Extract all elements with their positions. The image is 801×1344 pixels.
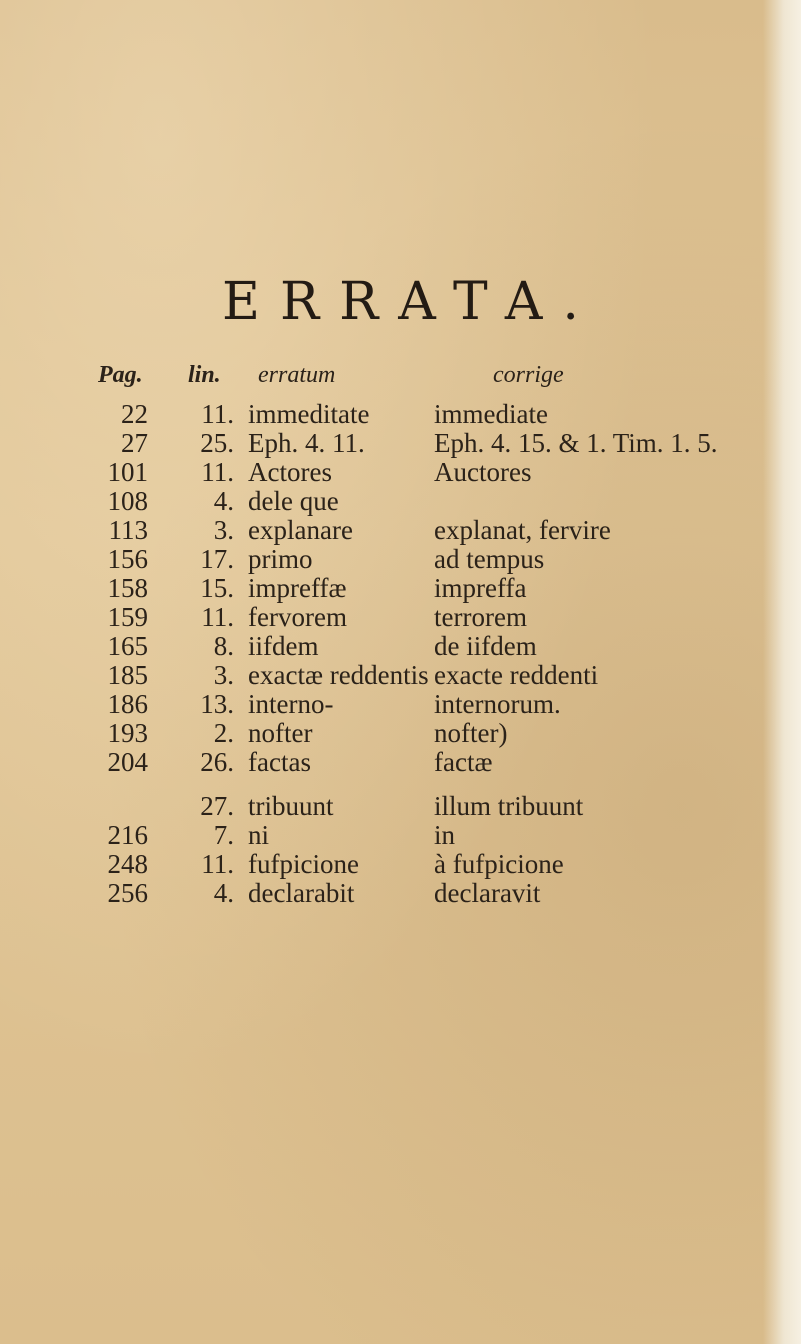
- cell-lin: 4.: [213, 878, 234, 908]
- cell-pag: 22: [121, 399, 148, 429]
- table-row: [0, 516, 801, 545]
- cell-lin: 11.: [201, 457, 234, 487]
- header-erratum: erratum: [258, 362, 336, 388]
- cell-lin: 11.: [201, 602, 234, 632]
- cell-lin: 2.: [213, 718, 234, 748]
- cell-lin: 27.: [200, 791, 234, 821]
- cell-corrige: Auctores: [434, 457, 532, 487]
- cell-erratum: iifdem: [248, 631, 319, 661]
- table-row: [0, 661, 801, 690]
- cell-corrige: Eph. 4. 15. & 1. Tim. 1. 5.: [434, 428, 718, 458]
- cell-corrige: nofter): [434, 718, 508, 748]
- cell-erratum: tribuunt: [248, 791, 334, 821]
- table-row: [0, 603, 801, 632]
- cell-pag: 108: [107, 486, 148, 516]
- cell-erratum: fufpicione: [248, 849, 359, 879]
- cell-pag: 156: [107, 544, 148, 574]
- cell-lin: 25.: [200, 428, 234, 458]
- cell-lin: 8.: [213, 631, 234, 661]
- table-row: [0, 690, 801, 719]
- table-row: [0, 429, 801, 458]
- header-corrige: corrige: [493, 362, 564, 388]
- cell-lin: 3.: [213, 515, 234, 545]
- cell-corrige: impreffa: [434, 573, 527, 603]
- cell-erratum: explanare: [248, 515, 353, 545]
- header-pag: Pag.: [98, 362, 143, 388]
- table-row: [0, 719, 801, 748]
- cell-lin: 4.: [213, 486, 234, 516]
- cell-erratum: primo: [248, 544, 313, 574]
- table-row: [0, 400, 801, 429]
- cell-erratum: impreffæ: [248, 573, 347, 603]
- cell-pag: 27: [121, 428, 148, 458]
- table-row: [0, 792, 801, 821]
- cell-corrige: internorum.: [434, 689, 561, 719]
- errata-table: [0, 400, 801, 908]
- cell-pag: 159: [107, 602, 148, 632]
- cell-pag: 193: [107, 718, 148, 748]
- cell-corrige: declaravit: [434, 878, 541, 908]
- cell-corrige: à fufpicione: [434, 849, 564, 879]
- cell-erratum: interno-: [248, 689, 334, 719]
- cell-erratum: dele que: [248, 486, 339, 516]
- cell-corrige: explanat, fervire: [434, 515, 611, 545]
- cell-corrige: factæ: [434, 747, 493, 777]
- table-row: [0, 487, 801, 516]
- cell-lin: 7.: [213, 820, 234, 850]
- cell-pag: 256: [107, 878, 148, 908]
- cell-erratum: nofter: [248, 718, 313, 748]
- table-row: [0, 748, 801, 777]
- table-row: [0, 574, 801, 603]
- cell-lin: 15.: [200, 573, 234, 603]
- cell-pag: 101: [107, 457, 148, 487]
- cell-corrige: exacte reddenti: [434, 660, 599, 690]
- cell-erratum: factas: [248, 747, 311, 777]
- table-row: [0, 821, 801, 850]
- header-lin: lin.: [188, 362, 221, 388]
- table-row: [0, 632, 801, 661]
- cell-pag: 165: [107, 631, 148, 661]
- cell-erratum: ni: [248, 820, 270, 850]
- cell-corrige: in: [434, 820, 456, 850]
- cell-pag: 113: [108, 515, 148, 545]
- cell-erratum: fervorem: [248, 602, 347, 632]
- cell-pag: 186: [107, 689, 148, 719]
- cell-lin: 13.: [200, 689, 234, 719]
- table-row: [0, 545, 801, 574]
- cell-pag: 204: [107, 747, 148, 777]
- page-title: ERRATA.: [222, 272, 599, 332]
- cell-lin: 11.: [201, 849, 234, 879]
- cell-erratum: declarabit: [248, 878, 355, 908]
- cell-pag: 185: [107, 660, 148, 690]
- cell-pag: 248: [107, 849, 148, 879]
- cell-corrige: immediate: [434, 399, 548, 429]
- cell-pag: 216: [107, 820, 148, 850]
- table-row: [0, 879, 801, 908]
- cell-erratum: Eph. 4. 11.: [248, 428, 365, 458]
- cell-erratum: Actores: [248, 457, 332, 487]
- cell-corrige: terrorem: [434, 602, 527, 632]
- cell-erratum: exactæ reddentis: [248, 660, 429, 690]
- cell-corrige: illum tribuunt: [434, 791, 584, 821]
- cell-lin: 3.: [213, 660, 234, 690]
- table-row: [0, 458, 801, 487]
- cell-corrige: ad tempus: [434, 544, 545, 574]
- cell-corrige: de iifdem: [434, 631, 537, 661]
- cell-pag: 158: [107, 573, 148, 603]
- cell-erratum: immeditate: [248, 399, 370, 429]
- cell-lin: 11.: [201, 399, 234, 429]
- table-row: [0, 850, 801, 879]
- cell-lin: 17.: [200, 544, 234, 574]
- cell-lin: 26.: [200, 747, 234, 777]
